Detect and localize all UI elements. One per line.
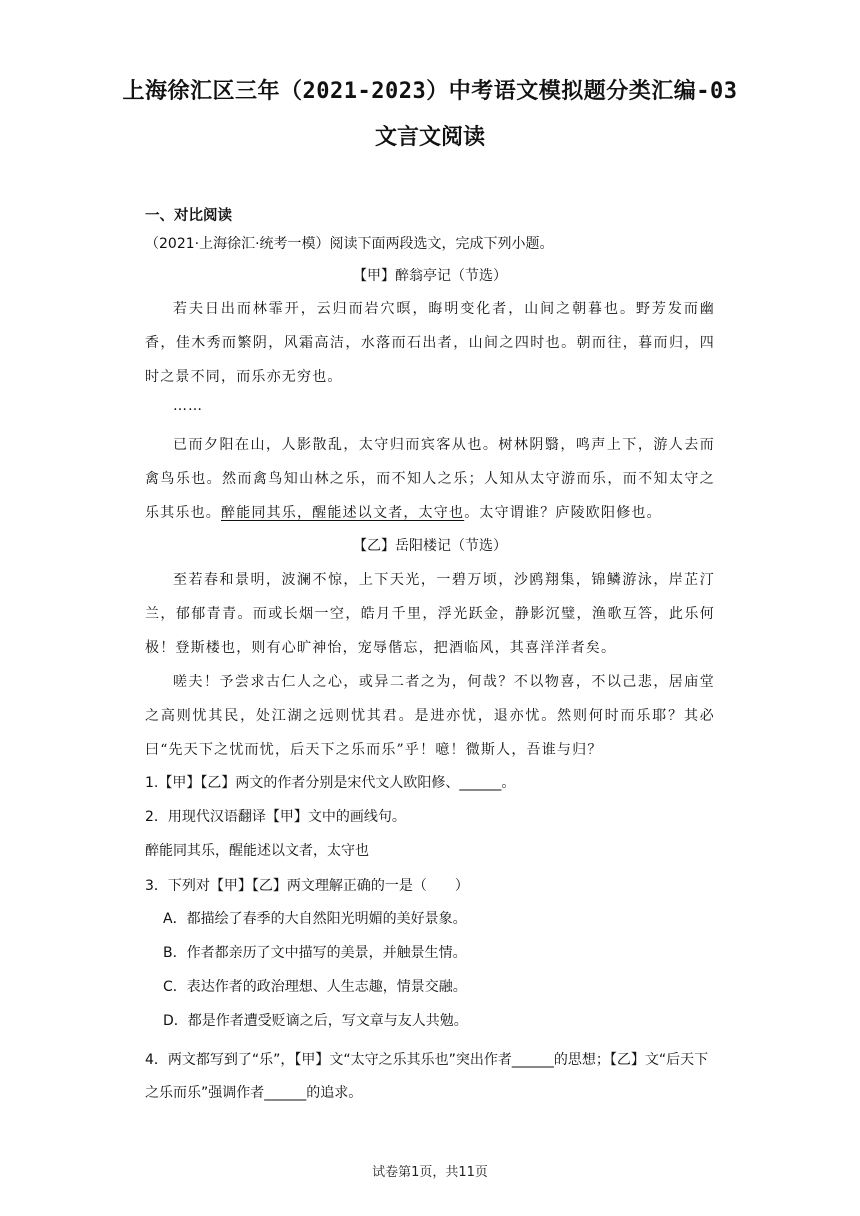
passage-jia-text-b: 。太守谓谁？庐陵欧阳修也。	[464, 505, 662, 521]
question-3-option-b: B．作者都亲历了文中描写的美景，并触景生情。	[163, 945, 467, 961]
document-title-line1: 上海徐汇区三年（2021-2023）中考语文模拟题分类汇编-03	[122, 79, 738, 104]
question-3: 3．下列对【甲】【乙】两文理解正确的一是（ ）	[145, 878, 469, 894]
section-intro: （2021·上海徐汇·统考一模）阅读下面两段选文，完成下列小题。	[145, 236, 554, 252]
question-2-sentence: 醉能同其乐，醒能述以文者，太守也	[145, 843, 369, 859]
underlined-sentence: 醉能同其乐，醒能述以文者，太守也	[221, 505, 465, 521]
passage-jia-paragraph-2	[145, 428, 715, 530]
passage-jia-text-a: 已而夕阳在山，人影散乱，太守归而宾客从也。树林阴翳，鸣声上下，游人去而禽鸟乐也。然而禽鸟知山林之乐，而不知人之乐；人知从太守游而乐，而不知太守之乐其乐也。	[145, 437, 715, 521]
question-3-option-a: A．都描绘了春季的大自然阳光明媚的美好景象。	[163, 911, 467, 927]
passage-yi-subtitle: 【乙】岳阳楼记（节选）	[353, 538, 507, 554]
question-3-option-c: C．表达作者的政治理想、人生志趣，情景交融。	[163, 979, 467, 995]
question-3-option-d: D．都是作者遭受贬谪之后，写文章与友人共勉。	[163, 1013, 468, 1029]
section-heading: 一、对比阅读	[145, 208, 232, 224]
question-2: 2．用现代汉语翻译【甲】文中的画线句。	[145, 809, 406, 825]
passage-ellipsis: ……	[173, 398, 203, 414]
document-title-line2: 文言文阅读	[374, 125, 485, 150]
passage-jia-paragraph-1: 若夫日出而林霏开，云归而岩穴暝，晦明变化者，山间之朝暮也。野芳发而幽香，佳木秀而繁阴，风霜高洁，水落而石出者，山间之四时也。朝而往，暮而归，四时之景不同，而乐亦无穷也。	[145, 301, 715, 385]
question-4: 4．两文都写到了“乐”，【甲】文“太守之乐其乐也”突出作者______的思想；【乙】文“后天下之乐而乐”强调作者______的追求。	[145, 1052, 709, 1101]
page-footer: 试卷第1页，共11页	[372, 1165, 488, 1180]
passage-jia-subtitle: 【甲】醉翁亭记（节选）	[353, 268, 507, 284]
question-1: 1.【甲】【乙】两文的作者分别是宋代文人欧阳修、______。	[145, 775, 516, 791]
passage-yi-paragraph-2: 嗟夫！予尝求古仁人之心，或异二者之为，何哉？不以物喜，不以己悲，居庙堂之高则忧其民，处江湖之远则忧其君。是进亦忧，退亦忧。然则何时而乐耶？其必曰“先天下之忧而忧，后天下之乐而乐”乎！噫！微斯人，吾谁与归？	[145, 674, 715, 758]
passage-yi-paragraph-1: 至若春和景明，波澜不惊，上下天光，一碧万顷，沙鸥翔集，锦鳞游泳，岸芷汀兰，郁郁青青。而或长烟一空，皓月千里，浮光跃金，静影沉璧，渔歌互答，此乐何极！登斯楼也，则有心旷神怡，宠辱偕忘，把酒临风，其喜洋洋者矣。	[145, 572, 715, 656]
